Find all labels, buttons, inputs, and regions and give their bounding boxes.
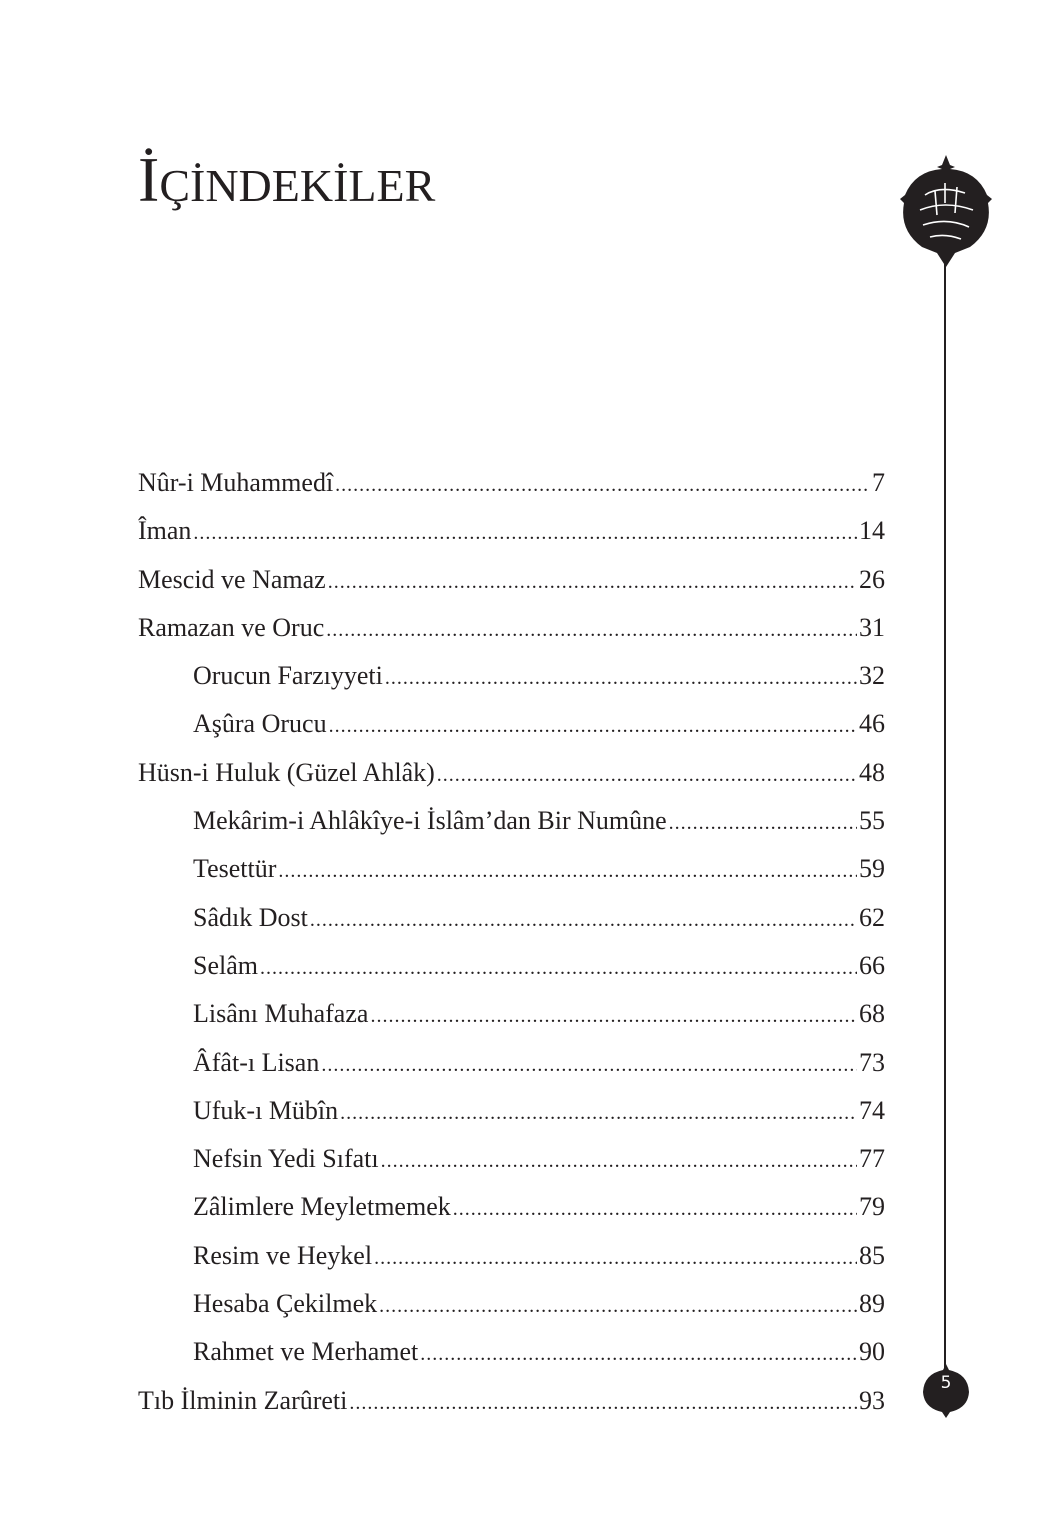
page-number: 5 — [940, 1373, 952, 1393]
dot-leader — [381, 1141, 857, 1181]
toc-entry-title: Zâlimlere Meyletmemek — [193, 1192, 451, 1222]
toc-entry-page: 93 — [859, 1385, 885, 1415]
page-number-badge — [920, 1364, 972, 1418]
toc-entry-title: Ramazan ve Oruc — [138, 612, 325, 642]
toc-entry[interactable] — [138, 656, 885, 704]
toc-entry-page: 85 — [859, 1240, 885, 1270]
toc-entry-title: Mekârim-i Ahlâkîye-i İslâm’dan Bir Numûne — [193, 806, 667, 836]
dot-leader — [374, 1238, 857, 1278]
toc-entry-page: 79 — [859, 1192, 885, 1222]
toc-entry-page: 74 — [859, 1095, 885, 1125]
toc-entry-page: 90 — [859, 1337, 885, 1367]
dot-leader — [335, 465, 870, 505]
toc-entry-page: 48 — [859, 757, 885, 787]
toc-entry[interactable] — [138, 994, 885, 1042]
toc-entry-title: Lisânı Muhafaza — [193, 999, 369, 1029]
dot-leader — [321, 1045, 857, 1085]
toc-entry-page: 31 — [859, 612, 885, 642]
toc-entry-title: Nefsin Yedi Sıfatı — [193, 1144, 379, 1174]
toc-entry-page: 73 — [859, 1047, 885, 1077]
toc-entry-title: Mescid ve Namaz — [138, 564, 326, 594]
dot-leader — [260, 948, 857, 988]
toc-entry-title: Selâm — [193, 950, 258, 980]
page-title: İÇİNDEKİLER — [138, 144, 436, 215]
toc-entry-page: 55 — [859, 806, 885, 836]
table-of-contents — [138, 463, 885, 1429]
toc-entry-title: Nûr-i Muhammedî — [138, 468, 334, 497]
dot-leader — [379, 1286, 857, 1326]
toc-entry-title: Ufuk-ı Mübîn — [193, 1095, 339, 1125]
toc-entry[interactable] — [138, 1187, 885, 1235]
toc-entry[interactable] — [138, 1381, 885, 1429]
toc-entry-title: Aşûra Orucu — [193, 709, 327, 739]
calligraphy-medallion-icon — [895, 155, 997, 267]
dot-leader — [370, 996, 857, 1036]
dot-leader — [340, 1093, 857, 1133]
toc-entry-page: 66 — [859, 950, 885, 980]
dot-leader — [329, 706, 857, 746]
toc-entry[interactable] — [138, 1139, 885, 1187]
toc-entry-page: 26 — [859, 564, 885, 594]
toc-entry-page: 7 — [872, 468, 885, 497]
toc-entry-title: Orucun Farzıyyeti — [193, 661, 383, 691]
toc-entry[interactable] — [138, 753, 885, 801]
dot-leader — [310, 900, 857, 940]
toc-entry-title: Âfât-ı Lisan — [193, 1047, 320, 1077]
toc-entry-page: 62 — [859, 902, 885, 932]
toc-entry-page: 68 — [859, 999, 885, 1029]
dot-leader — [420, 1334, 857, 1374]
dot-leader — [385, 658, 857, 698]
toc-entry-page: 32 — [859, 661, 885, 691]
dot-leader — [437, 755, 857, 795]
toc-entry[interactable] — [138, 1043, 885, 1091]
toc-entry-page: 77 — [859, 1144, 885, 1174]
dot-leader — [193, 513, 857, 553]
dot-leader — [278, 851, 857, 891]
toc-entry[interactable] — [138, 801, 885, 849]
dot-leader — [453, 1189, 857, 1229]
toc-entry-page: 59 — [859, 854, 885, 884]
toc-entry[interactable] — [138, 1236, 885, 1284]
dot-leader — [669, 803, 857, 843]
vertical-rule — [944, 250, 946, 1380]
toc-entry[interactable] — [138, 511, 885, 559]
toc-entry-title: Hesaba Çekilmek — [193, 1289, 378, 1319]
toc-entry[interactable] — [138, 1091, 885, 1139]
toc-entry-title: Tıb İlminin Zarûreti — [138, 1385, 348, 1415]
toc-entry-page: 14 — [859, 516, 885, 546]
toc-entry-page: 89 — [859, 1289, 885, 1319]
toc-entry-title: Resim ve Heykel — [193, 1240, 373, 1270]
toc-entry[interactable] — [138, 849, 885, 897]
dot-leader — [328, 562, 857, 602]
toc-entry[interactable] — [138, 946, 885, 994]
toc-entry-title: Îman — [138, 516, 192, 546]
toc-entry-title: Tesettür — [193, 854, 277, 884]
toc-entry-title: Hüsn-i Huluk (Güzel Ahlâk) — [138, 757, 435, 787]
toc-entry[interactable] — [138, 1284, 885, 1332]
toc-entry[interactable] — [138, 608, 885, 656]
toc-entry-title: Sâdık Dost — [193, 902, 308, 932]
toc-entry[interactable] — [138, 898, 885, 946]
dot-leader — [349, 1383, 857, 1423]
toc-entry-title: Rahmet ve Merhamet — [193, 1337, 419, 1367]
dot-leader — [326, 610, 857, 650]
toc-entry[interactable] — [138, 560, 885, 608]
toc-entry[interactable] — [138, 704, 885, 752]
toc-entry[interactable] — [138, 1332, 885, 1380]
toc-entry-page: 46 — [859, 709, 885, 739]
toc-entry[interactable] — [138, 463, 885, 511]
